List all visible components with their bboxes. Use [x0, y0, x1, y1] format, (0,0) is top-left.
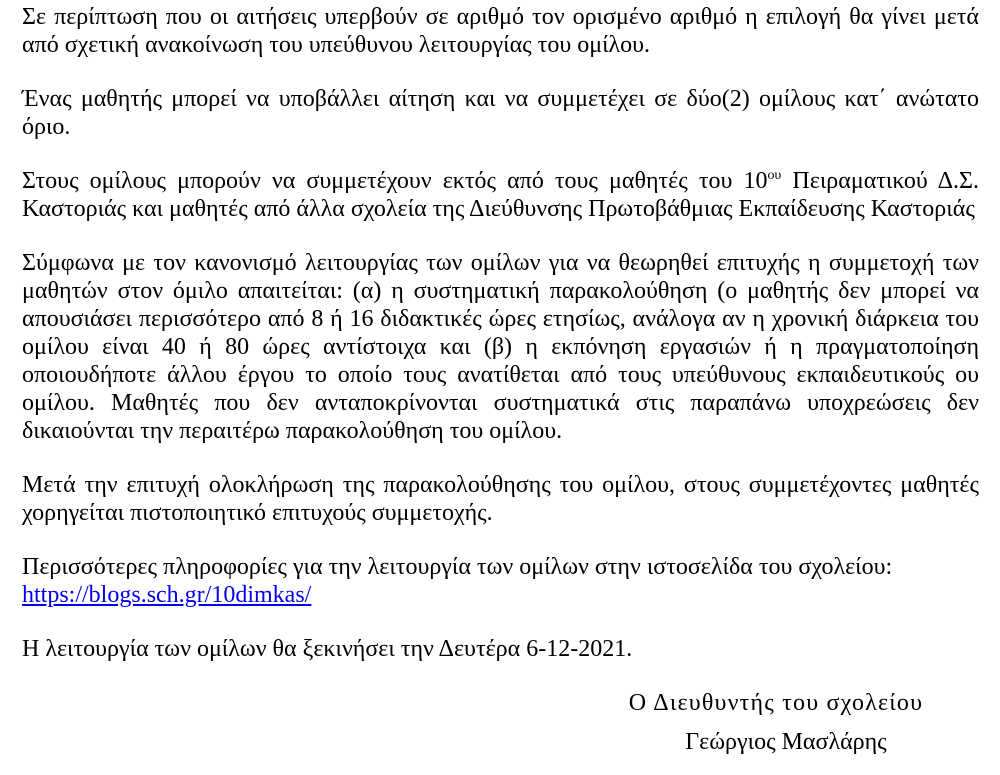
paragraph-more-info	[22, 553, 979, 609]
paragraph-eligibility	[22, 167, 979, 223]
school-website-link[interactable]: https://blogs.sch.gr/10dimkas/	[22, 582, 312, 608]
paragraph-eligibility-text-end: Πειραματικού Δ.Σ. Καστοριάς και μαθητές από άλλα σχολεία της Διεύθυνσης Πρωτοβάθμιας Εκπαίδευσης Καστοριάς	[22, 168, 979, 222]
more-info-text: Περισσότερες πληροφορίες για την λειτουργία των ομίλων στην ιστοσελίδα του σχολείου:	[22, 554, 893, 580]
document-body	[22, 3, 979, 756]
paragraph-selection-announcement: Σε περίπτωση που οι αιτήσεις υπερβούν σε αριθμό τον ορισμένο αριθμό η επιλογή θα γίνει μετά από σχετική ανακοίνωση του υπεύθυνου λειτουργίας του ομίλου.	[22, 4, 979, 58]
paragraph-certificate: Μετά την επιτυχή ολοκλήρωση της παρακολούθησης του ομίλου, στους συμμετέχοντες μαθητές χορηγείται πιστοποιητικό επιτυχούς συμμετοχής.	[22, 472, 979, 526]
signature-title: Ο Διευθυντής του σχολείου	[628, 690, 924, 716]
signature-name: Γεώργιος Μασλάρης	[685, 729, 887, 755]
paragraph-eligibility-text-start: Στους ομίλους μπορούν να συμμετέχουν εκτός από τους μαθητές του 10	[22, 168, 768, 194]
ordinal-superscript: ου	[767, 168, 782, 183]
paragraph-attendance-rules: Σύμφωνα με τον κανονισμό λειτουργίας των ομίλων για να θεωρηθεί επιτυχής η συμμετοχή των μαθητών στον όμιλο απαιτείται: (α) η συστηματική παρακολούθηση (ο μαθητής δεν μπορεί να απουσιάσει περισσότερο από 8 ή 16 διδακτικές ώρες ετησίως, ανάλογα αν η χρονική διάρκεια του ομίλου είναι 40 ή 80 ώρες αντίστοιχα και (β) η εκπόνηση εργασιών ή η πραγματοποίηση οποιουδήποτε άλλου έργου το οποίο τους ανατίθεται από τους υπεύθυνους εκπαιδευτικούς ου ομίλου. Μαθητές που δεν ανταποκρίνονται συστηματικά στις παραπάνω υποχρεώσεις δεν δικαιούνται την περαιτέρω παρακολούθηση του ομίλου.	[22, 250, 979, 444]
paragraph-start-date: Η λειτουργία των ομίλων θα ξεκινήσει την Δευτέρα 6-12-2021.	[22, 636, 633, 662]
paragraph-application-limit: Ένας μαθητής μπορεί να υποβάλλει αίτηση και να συμμετέχει σε δύο(2) ομίλους κατ΄ ανώτατο όριο.	[22, 86, 979, 140]
